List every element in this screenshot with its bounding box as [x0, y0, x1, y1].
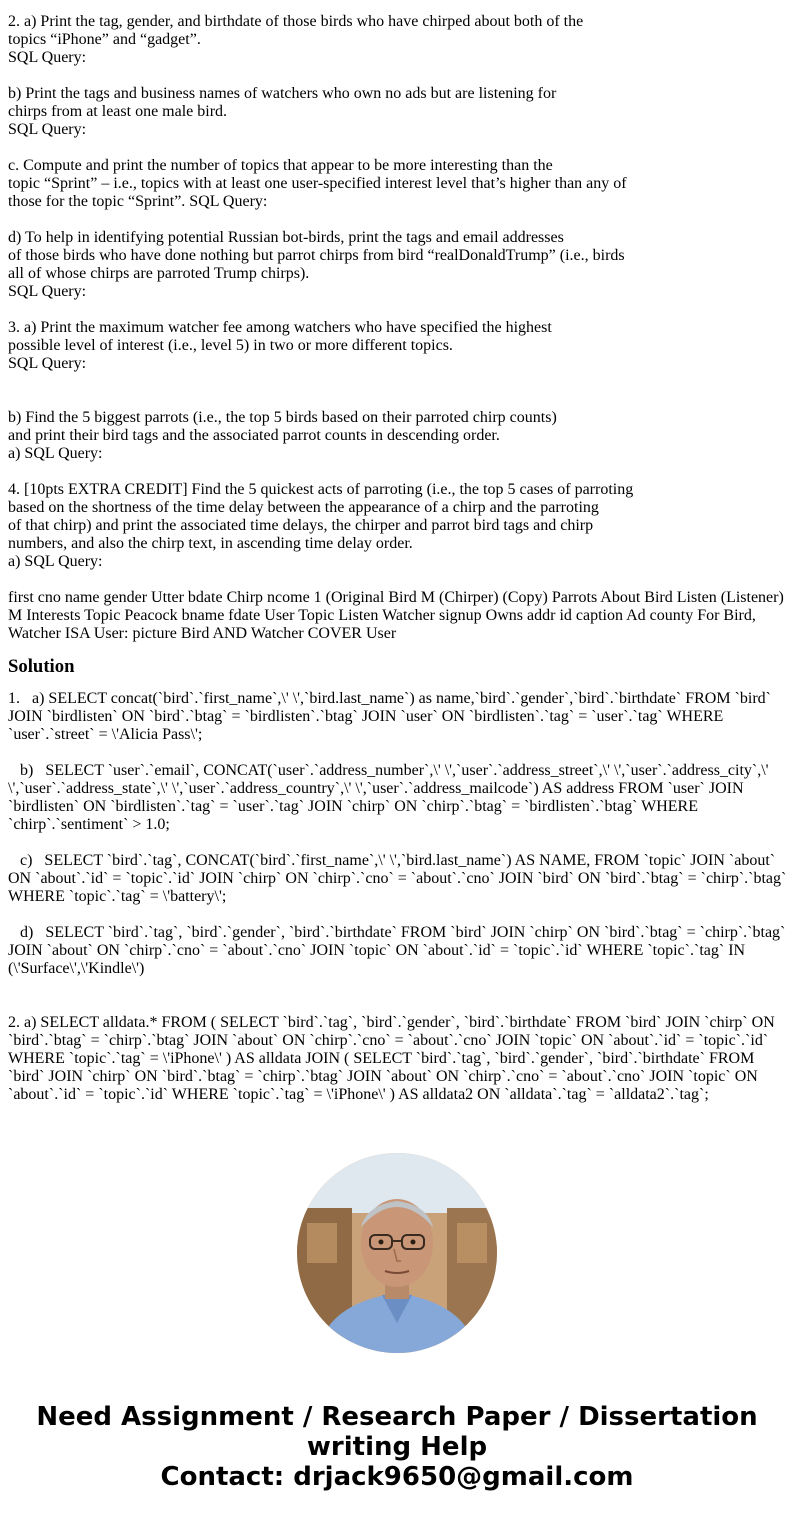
question-line: numbers, and also the chirp text, in ascending time delay order. [8, 535, 413, 552]
question-line: a) SQL Query: [8, 445, 103, 462]
question-line: of those birds who have done nothing but parrot chirps from bird “realDonaldTrump” (i.e., birds [8, 247, 625, 264]
avatar-portrait [297, 1153, 497, 1353]
question-line: b) Print the tags and business names of watchers who own no ads but are listening for [8, 85, 557, 102]
question-line: SQL Query: [8, 283, 87, 300]
question-line: possible level of interest (i.e., level 5) in two or more different topics. [8, 337, 453, 354]
question-line [8, 67, 790, 85]
solution-paragraph: c) SELECT `bird`.`tag`, CONCAT(`bird`.`first_name`,\' \',`bird.last_name`) AS NAME, FROM `topic` JOIN `about` ON `about`.`id` = `topic`.`id` JOIN `chirp` ON `chirp`.`cno` = `about`.`cno` JOIN `bird` ON `bird`.`btag` = `chirp`.`btag` WHERE `topic`.`tag` = \'battery\'; [8, 852, 787, 905]
question-line [8, 373, 790, 391]
question-line [8, 463, 790, 481]
question-line: a) SQL Query: [8, 553, 103, 570]
question-line: d) To help in identifying potential Russian bot-birds, print the tags and email addresses [8, 229, 564, 246]
question-line: b) Find the 5 biggest parrots (i.e., the top 5 birds based on their parroted chirp counts) [8, 409, 557, 426]
diagram-text: first cno name gender Utter bdate Chirp ncome 1 (Original Bird M (Chirper) (Copy) Parrots About Bird Listen (Listener) M Interests Topic Peacock bname fdate User Topic Listen Watcher signup Owns addr id caption Ad county For Bird, Watcher ISA User: picture Bird AND Watcher COVER User [8, 589, 784, 642]
contact-banner [0, 1402, 794, 1492]
question-line: of that chirp) and print the associated time delays, the chirper and parrot bird tags and chirp [8, 517, 594, 534]
question-line: c. Compute and print the number of topics that appear to be more interesting than the [8, 157, 553, 174]
question-line [8, 571, 790, 589]
question-line: topics “iPhone” and “gadget”. [8, 31, 201, 48]
question-line: those for the topic “Sprint”. SQL Query: [8, 193, 268, 210]
question-line [8, 301, 790, 319]
question-line: SQL Query: [8, 121, 87, 138]
cta-line: Need Assignment / Research Paper / Dissertation [36, 1402, 758, 1432]
solution-paragraph: b) SELECT `user`.`email`, CONCAT(`user`.`address_number`,\' \',`user`.`address_street`,\' \',`user`.`address_city`,\' \',`user`.`address_state`,\' \',`user`.`address_country`,\' \',`user`.`address_mailcode`) AS address FROM `user` JOIN `birdlisten` ON `birdlisten`.`tag` = `user`.`tag` JOIN `chirp` ON `chirp`.`btag` = `birdlisten`.`btag` WHERE `chirp`.`sentiment` > 1.0; [8, 762, 769, 833]
solution-paragraph: d) SELECT `bird`.`tag`, `bird`.`gender`, `bird`.`birthdate` FROM `bird` JOIN `chirp` ON `bird`.`btag` = `chirp`.`btag` JOIN `about` ON `chirp`.`cno` = `about`.`cno` JOIN `topic` ON `about`.`id` = `topic`.`id` WHERE `topic`.`tag` IN (\'Surface\',\'Kindle\') [8, 924, 786, 977]
question-line: SQL Query: [8, 355, 87, 372]
question-line [8, 391, 790, 409]
question-line: all of whose chirps are parroted Trump chirps). [8, 265, 310, 282]
questions-block [8, 13, 790, 589]
cta-contact-email[interactable]: Contact: drjack9650@gmail.com [160, 1462, 634, 1492]
question-line: topic “Sprint” – i.e., topics with at least one user-specified interest level that’s higher than any of [8, 175, 627, 192]
question-line: chirps from at least one male bird. [8, 103, 228, 120]
question-line: and print their bird tags and the associated parrot counts in descending order. [8, 427, 500, 444]
question-line [8, 211, 790, 229]
question-line [8, 139, 790, 157]
solution-heading: Solution [8, 656, 75, 677]
question-line: 3. a) Print the maximum watcher fee among watchers who have specified the highest [8, 319, 552, 336]
question-line: SQL Query: [8, 49, 87, 66]
question-line: 4. [10pts EXTRA CREDIT] Find the 5 quickest acts of parroting (i.e., the top 5 cases of parroting [8, 481, 634, 498]
avatar [297, 1153, 497, 1353]
question-line: based on the shortness of the time delay between the appearance of a chirp and the parroting [8, 499, 599, 516]
cta-line: writing Help [306, 1432, 488, 1462]
document-body [8, 13, 790, 1122]
solution-paragraph: 1. a) SELECT concat(`bird`.`first_name`,\' \',`bird.last_name`) as name,`bird`.`gender`,`bird`.`birthdate` FROM `bird` JOIN `birdlisten` ON `bird`.`btag` = `birdlisten`.`btag` JOIN `user` ON `birdlisten`.`tag` = `user`.`tag` WHERE `user`.`street` = \'Alicia Pass\'; [8, 690, 771, 743]
solution-paragraph: 2. a) SELECT alldata.* FROM ( SELECT `bird`.`tag`, `bird`.`gender`, `bird`.`birthdate` FROM `bird` JOIN `chirp` ON `bird`.`btag` = `chirp`.`btag` JOIN `about` ON `chirp`.`cno` = `about`.`cno` JOIN `topic` ON `about`.`id` = `topic`.`id` WHERE `topic`.`tag` = \'iPhone\' ) AS alldata JOIN ( SELECT `bird`.`tag`, `bird`.`gender`, `bird`.`birthdate` FROM `bird` JOIN `chirp` ON `bird`.`btag` = `chirp`.`btag` JOIN `about` ON `chirp`.`cno` = `about`.`cno` JOIN `topic` ON `about`.`id` = `topic`.`id` WHERE `topic`.`tag` = \'iPhone\' ) AS alldata2 ON `alldata`.`tag` = `alldata2`.`tag`; [8, 1014, 775, 1103]
question-line: 2. a) Print the tag, gender, and birthdate of those birds who have chirped about both of the [8, 13, 584, 30]
